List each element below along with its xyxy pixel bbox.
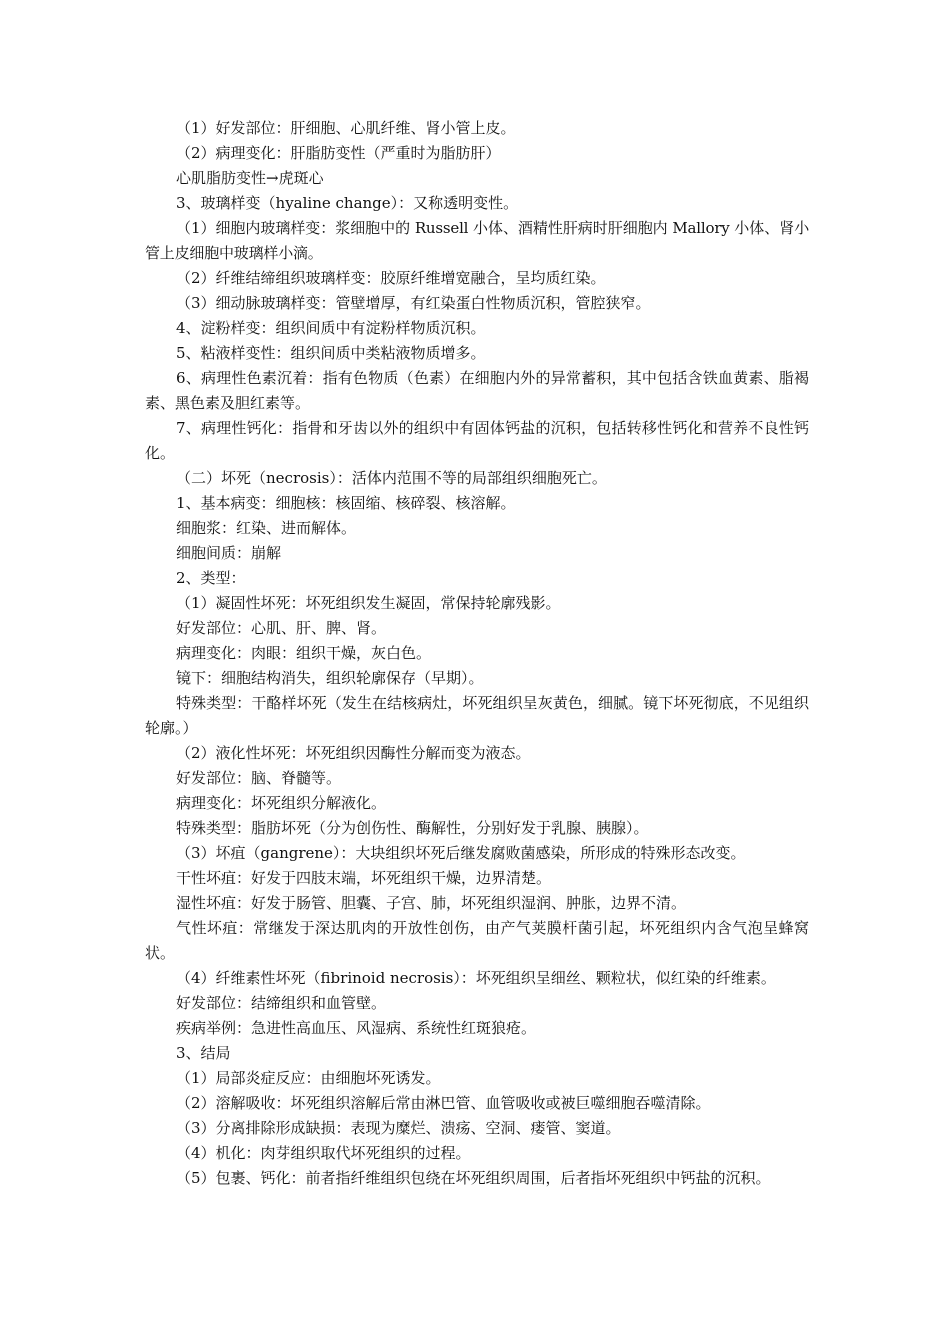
paragraph-13: 1、基本病变：细胞核：核固缩、核碎裂、核溶解。 <box>176 494 516 512</box>
paragraph-18: 好发部位：心肌、肝、脾、肾。 <box>176 619 387 637</box>
paragraph-38: （5）包裹、钙化：前者指纤维组织包绕在坏死组织周围，后者指坏死组织中钙盐的沉积。 <box>176 1169 771 1187</box>
paragraph-3: 心肌脂肪变性→虎斑心 <box>176 169 324 187</box>
paragraph-19: 病理变化：肉眼：组织干燥，灰白色。 <box>176 644 432 662</box>
paragraph-10: 6、病理性色素沉着：指有色物质（色素）在细胞内外的异常蓄积，其中包括含铁血黄素、脂褐素、黑色素及胆红素等。 <box>145 369 809 412</box>
paragraph-2: （2）病理变化：肝脂肪变性（严重时为脂肪肝） <box>176 144 501 162</box>
paragraph-33: 3、结局 <box>176 1044 231 1062</box>
paragraph-25: 特殊类型：脂肪坏死（分为创伤性、酶解性，分别好发于乳腺、胰腺）。 <box>176 819 649 837</box>
paragraph-24: 病理变化：坏死组织分解液化。 <box>176 794 387 812</box>
paragraph-32: 疾病举例：急进性高血压、风湿病、系统性红斑狼疮。 <box>176 1019 537 1037</box>
paragraph-36: （3）分离排除形成缺损：表现为糜烂、溃疡、空洞、瘘管、窦道。 <box>176 1119 621 1137</box>
paragraph-17: （1）凝固性坏死：坏死组织发生凝固，常保持轮廓残影。 <box>176 594 561 612</box>
paragraph-8: 4、淀粉样变：组织间质中有淀粉样物质沉积。 <box>176 319 486 337</box>
paragraph-16: 2、类型： <box>176 569 246 587</box>
paragraph-9: 5、粘液样变性：组织间质中类粘液物质增多。 <box>176 344 486 362</box>
paragraph-37: （4）机化：肉芽组织取代坏死组织的过程。 <box>176 1144 471 1162</box>
paragraph-4: 3、玻璃样变（hyaline change）：又称透明变性。 <box>176 194 519 212</box>
paragraph-27: 干性坏疽：好发于四肢末端，坏死组织干燥，边界清楚。 <box>176 869 552 887</box>
paragraph-23: 好发部位：脑、脊髓等。 <box>176 769 342 787</box>
paragraph-22: （2）液化性坏死：坏死组织因酶性分解而变为液态。 <box>176 744 531 762</box>
paragraph-21: 特殊类型：干酪样坏死（发生在结核病灶，坏死组织呈灰黄色，细腻。镜下坏死彻底，不见组织轮廓。） <box>145 694 809 737</box>
paragraph-26: （3）坏疽（gangrene）：大块组织坏死后继发腐败菌感染，所形成的特殊形态改变。 <box>176 844 746 862</box>
paragraph-5: （1）细胞内玻璃样变：浆细胞中的 Russell 小体、酒精性肝病时肝细胞内 Mallory 小体、肾小管上皮细胞中玻璃样小滴。 <box>145 219 809 262</box>
paragraph-34: （1）局部炎症反应：由细胞坏死诱发。 <box>176 1069 441 1087</box>
paragraph-12: （二）坏死（necrosis）：活体内范围不等的局部组织细胞死亡。 <box>176 469 607 487</box>
paragraph-35: （2）溶解吸收：坏死组织溶解后常由淋巴管、血管吸收或被巨噬细胞吞噬清除。 <box>176 1094 711 1112</box>
paragraph-20: 镜下：细胞结构消失，组织轮廓保存（早期）。 <box>176 669 484 687</box>
paragraph-7: （3）细动脉玻璃样变：管壁增厚，有红染蛋白性物质沉积，管腔狭窄。 <box>176 294 651 312</box>
paragraph-30: （4）纤维素性坏死（fibrinoid necrosis）：坏死组织呈细丝、颗粒状，似红染的纤维素。 <box>176 969 776 987</box>
document-body <box>145 116 809 1191</box>
paragraph-6: （2）纤维结缔组织玻璃样变：胶原纤维增宽融合，呈均质红染。 <box>176 269 606 287</box>
paragraph-31: 好发部位：结缔组织和血管壁。 <box>176 994 387 1012</box>
paragraph-11: 7、病理性钙化：指骨和牙齿以外的组织中有固体钙盐的沉积，包括转移性钙化和营养不良性钙化。 <box>145 419 809 462</box>
paragraph-14: 细胞浆：红染、进而解体。 <box>176 519 357 537</box>
paragraph-15: 细胞间质：崩解 <box>176 544 282 562</box>
paragraph-1: （1）好发部位：肝细胞、心肌纤维、肾小管上皮。 <box>176 119 516 137</box>
paragraph-29: 气性坏疽：常继发于深达肌肉的开放性创伤，由产气荚膜杆菌引起，坏死组织内含气泡呈蜂窝状。 <box>145 919 809 962</box>
paragraph-28: 湿性坏疽：好发于肠管、胆囊、子宫、肺，坏死组织湿润、肿胀，边界不清。 <box>176 894 687 912</box>
